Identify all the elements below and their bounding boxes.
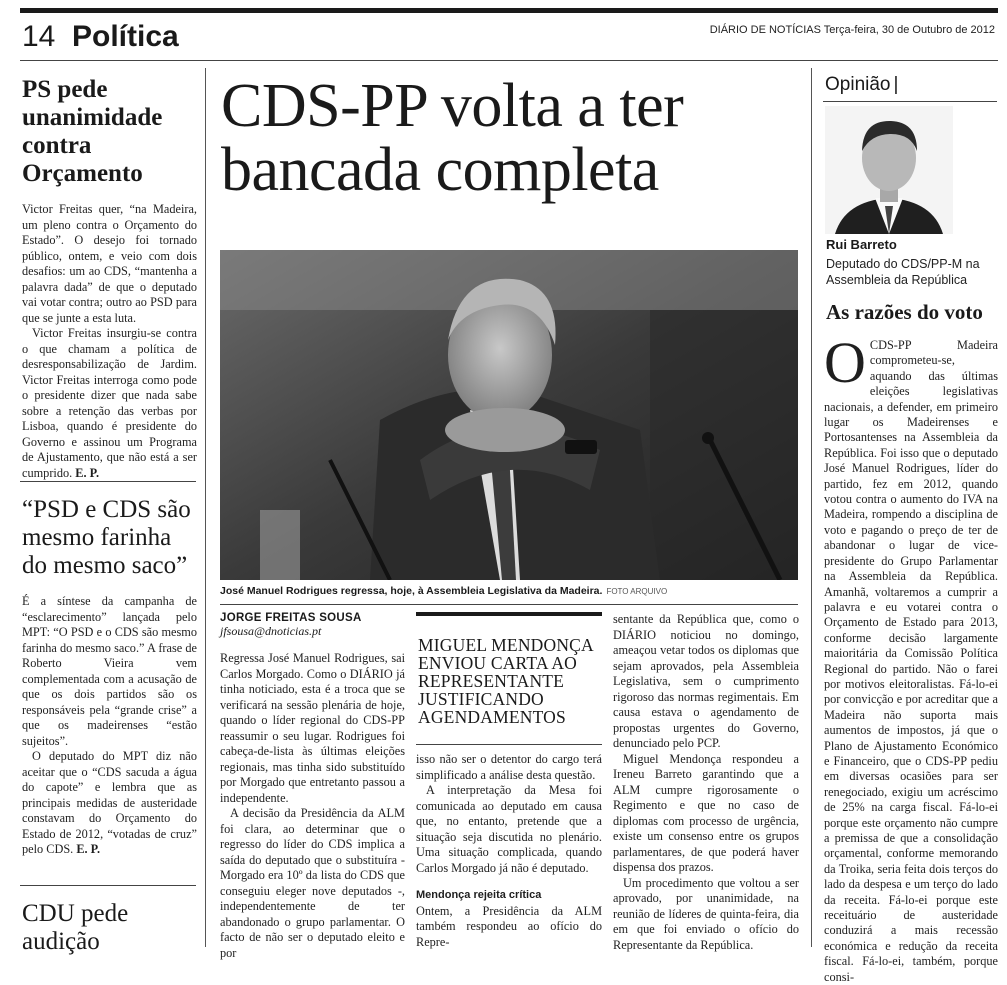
page-number: 14	[22, 20, 56, 53]
article-paragraph: Miguel Mendonça respondeu a Ireneu Barreto garantindo que a ALM cumpre rigorosamente o Regimento e que no caso de diplomas com processo de urgência, existe um consenso entre os grupos parlamentares, de que poderá haver dispensa dos prazos.	[613, 751, 799, 874]
article-paragraph: isso não ser o detentor do cargo terá simplificado a análise desta questão.	[416, 752, 602, 782]
article-column-2-body	[416, 752, 602, 950]
article-column-1-body	[220, 651, 405, 961]
left-story-1-headline: PS pede unanimidade contra Orçamento	[22, 76, 163, 187]
article-paragraph: Regressa José Manuel Rodrigues, sai Carlos Morgado. Como o DIÁRIO já tinha noticiado, esta é a troca que se verificará na sessão plenária de hoje, quando o líder regional do CDS-PP reassumir o seu lugar. Rodrigues foi cabeça-de-lista às últimas eleições regionais, mas tinha sido substituído por Morgado que entretanto passou a independente.	[220, 651, 405, 805]
news-photo	[220, 250, 798, 580]
article-paragraph: A interpretação da Mesa foi comunicada ao deputado em causa que, no entanto, pretende que a situação seja discutida no plenário. Uma situação complicada, quando Carlos Morgado já não é deputado.	[416, 783, 602, 875]
article-column-3-body	[613, 612, 799, 953]
left-story-1-paragraph: Victor Freitas quer, “na Madeira, um pleno contra o Orçamento do Estado”. O desejo foi tornado público, ontem, e veio com dois desafios: um ao CDS, “mantenha a palavra dada” de que o deputado vai votar contra; outro ao PSD para que se junte a esta luta.	[22, 202, 197, 325]
left-story-2-paragraph: O deputado do MPT diz não aceitar que o “CDS sacuda a água do capote” e lembra que as principais medidas de austeridade constavam do Orçamento do Estado de 2012, “votadas de cruz” pelo CDS. E. P.	[22, 749, 197, 856]
author-role: Deputado do CDS/PP-M na Assembleia da República	[826, 257, 980, 287]
signature: E. P.	[75, 465, 100, 480]
opinion-label: Opinião |	[825, 74, 899, 95]
author-portrait-image	[825, 106, 953, 234]
main-headline: CDS-PP volta a ter bancada completa	[221, 72, 684, 204]
pull-quote-bottom-rule	[416, 744, 602, 745]
signature: E. P.	[76, 842, 101, 856]
top-rule	[20, 8, 998, 13]
header-rule	[20, 60, 998, 61]
left-story-1-paragraph: Victor Freitas insurgiu-se contra o que chamam a política de desresponsabilização de Jardim. Victor Freitas interroga como pode o presidente dizer que nada sabe sobre a retenção das verbas por Lisboa, quando é presidente do Governo e assinou um Programa de Ajustamento, que não está a ser cumprido. E. P.	[22, 326, 197, 480]
author-portrait	[825, 106, 953, 234]
left-story-1-body	[22, 202, 197, 481]
photo-credit: FOTO ARQUIVO	[606, 587, 668, 596]
dateline: DIÁRIO DE NOTÍCIAS Terça-feira, 30 de Outubro de 2012	[709, 24, 995, 36]
drop-cap: O	[824, 330, 866, 395]
article-paragraph: Ontem, a Presidência da ALM também respondeu ao ofício do Repre-	[416, 903, 602, 949]
left-rule-1	[20, 481, 196, 482]
opinion-rule	[823, 101, 997, 102]
article-paragraph: sentante da República que, como o DIÁRIO noticiou no domingo, ameaçou vetar todos os diplomas que sejam aprovados, pela Assembleia Legislativa, sem o cumprimento rigoroso das normas regimentais. Em causa estava o agendamento de propostas urgentes do Governo, denunciado pelo PCP.	[613, 612, 799, 750]
left-story-2-body	[22, 594, 197, 858]
photo-illustration	[220, 250, 798, 580]
article-paragraph: A decisão da Presidência da ALM foi clara, ao determinar que o regresso do líder do CDS implica a saída do deputado que o substituíra - Morgado era 10º da lista do CDS que conseguiu eleger nove deputados -, independentemente de ter abandonado o grupo parlamentar. O facto de não ser o deputado eleito e por	[220, 806, 405, 960]
author-email: jfsousa@dnoticias.pt	[220, 624, 322, 638]
caption-rule	[220, 604, 798, 605]
left-story-1	[22, 76, 197, 481]
column-divider-right	[811, 68, 812, 947]
left-story-2-headline: “PSD e CDS são mesmo farinha do mesmo saco”	[22, 496, 191, 579]
byline: JORGE FREITAS SOUSA	[220, 612, 362, 624]
left-rule-2	[20, 885, 196, 886]
opinion-headline: As razões do voto	[826, 300, 983, 324]
article-column-1	[220, 612, 405, 961]
opinion-body: OCDS-PP Madeira comprometeu-se, aquando das últimas eleições legislativas nacionais, a defender, em primeiro lugar os Madeirenses e Portosantenses na Assembleia da República. Foi isso que o deputado José Manuel Rodrigues, líder do partido, fez em 2012, quando votou contra o aumento do IVA na Madeira, rompendo a disciplina de voto e pagando o preço de ter de abandonar o lugar de vice-presidente do Grupo Parlamentar na Assembleia da República. Amanhã, voltaremos a cumprir a palavra e eu votarei contra o Orçamento de Estado para 2013, conforme decisão largamente maioritária da Comissão Política Regional do partido. Não o farei por motivos eleitoralistas. Fá-lo-ei por convicção e por acreditar que a Madeira não suporta mais aumentos de impostos, já que o Plano de Ajustamento Económico e Financeiro, que o CDS-PP pediu em diversas ocasiões para ser renegociado, exigiu um acréscimo de 25% na carga fiscal. Fá-lo-ei porque este orçamento não cumpre a premissa de que a consolidação orçamental, conforme memorando da Troika, seria feita dois terços do lado da despesa e um terço do lado da receita. Fá-lo-ei porque este receituário de austeridade conduzirá a mais recessão económica e redução da receita fiscal. Fá-lo-ei, também, porque consi-	[824, 330, 998, 984]
column-divider-left	[205, 68, 206, 947]
left-story-2	[22, 496, 197, 858]
photo-caption: José Manuel Rodrigues regressa, hoje, à Assembleia Legislativa da Madeira. FOTO ARQUIVO	[220, 585, 668, 597]
pull-quote: MIGUEL MENDONÇA ENVIOU CARTA AO REPRESENTANTE JUSTIFICANDO AGENDAMENTOS	[418, 635, 593, 727]
author-name: Rui Barreto	[826, 237, 897, 252]
left-story-3-headline: CDU pede audição	[22, 900, 129, 955]
article-paragraph: Um procedimento que voltou a ser aprovado, por unanimidade, na reunião de líderes de quinta-feira, dia em que foi enviado o ofício do Representante da República.	[613, 875, 799, 952]
section-title: Política	[72, 20, 179, 53]
article-subhead: Mendonça rejeita crítica	[416, 889, 542, 901]
left-story-2-paragraph: É a síntese da campanha de “esclarecimento” lançada pelo MPT: “O PSD e o CDS são mesmo farinha do mesmo saco.” A frase de Roberto Vieira vem complementada com a acusação de que os dois partidos são os responsáveis pela “grande crise” a que os madeirenses “estão sujeitos”.	[22, 594, 197, 748]
pull-quote-rule	[416, 612, 602, 616]
